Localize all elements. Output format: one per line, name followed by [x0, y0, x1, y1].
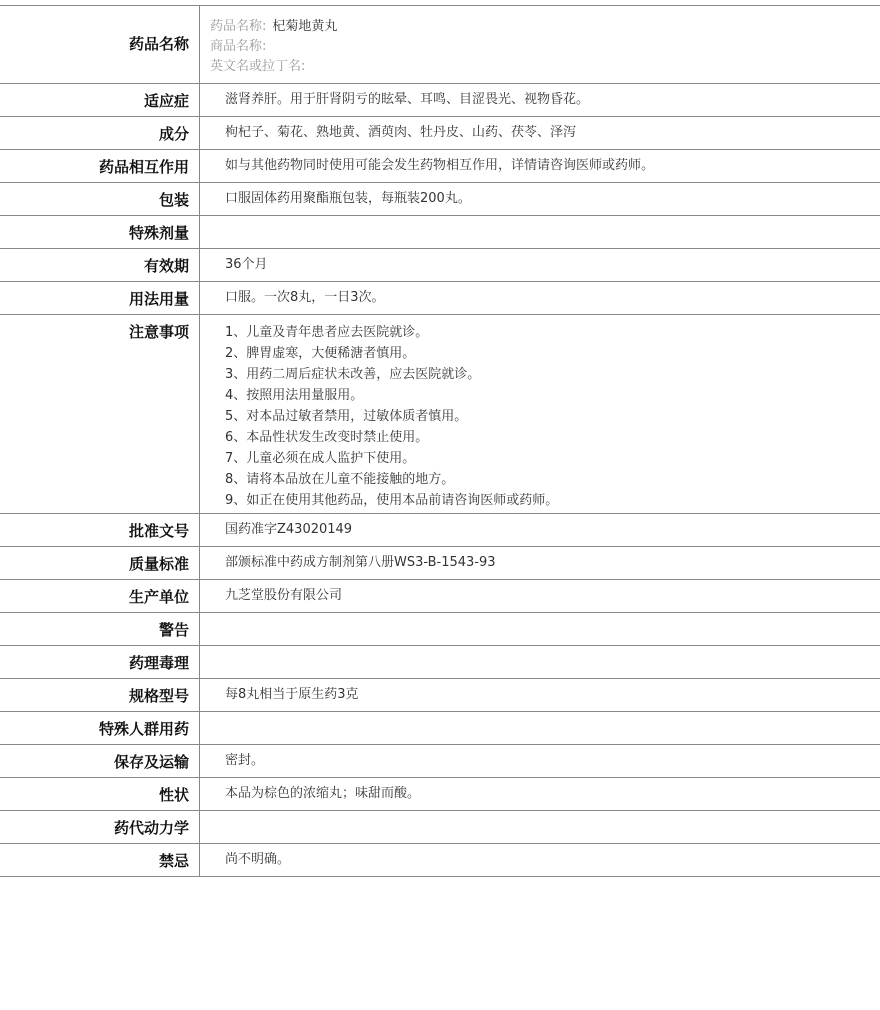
- value-toxicology: [200, 646, 880, 678]
- value-specification: 每8丸相当于原生药3克: [225, 687, 359, 702]
- precaution-item: 8、请将本品放在儿童不能接触的地方。: [225, 472, 455, 487]
- label-approval-number: 批准文号: [0, 514, 200, 546]
- row-shelf-life: [0, 249, 880, 282]
- row-storage: [0, 745, 880, 778]
- precaution-item: 2、脾胃虚寒，大便稀溏者慎用。: [225, 346, 416, 361]
- row-specification: [0, 679, 880, 712]
- label-packaging: 包装: [0, 183, 200, 215]
- row-appearance: [0, 778, 880, 811]
- label-quality-standard: 质量标准: [0, 547, 200, 579]
- value-approval-number: 国药准字Z43020149: [225, 522, 353, 537]
- value-ingredients: 枸杞子、菊花、熟地黄、酒萸肉、牡丹皮、山药、茯苓、泽泻: [225, 125, 577, 140]
- label-contraindications: 禁忌: [0, 844, 200, 876]
- precaution-item: 6、本品性状发生改变时禁止使用。: [225, 430, 429, 445]
- value-shelf-life: 36个月: [225, 257, 268, 272]
- generic-name-value: 杞菊地黄丸: [272, 19, 338, 34]
- label-specification: 规格型号: [0, 679, 200, 711]
- row-special-dosage: [0, 216, 880, 249]
- precaution-item: 9、如正在使用其他药品，使用本品前请咨询医师或药师。: [225, 493, 559, 508]
- label-pharmacokinetics: 药代动力学: [0, 811, 200, 843]
- value-quality-standard: 部颁标准中药成方制剂第八册WS3-B-1543-93: [225, 555, 496, 570]
- value-contraindications: 尚不明确。: [225, 852, 291, 867]
- label-shelf-life: 有效期: [0, 249, 200, 281]
- row-usage: [0, 282, 880, 315]
- label-precautions: 注意事项: [0, 315, 200, 513]
- row-quality-standard: [0, 547, 880, 580]
- row-packaging: [0, 183, 880, 216]
- value-manufacturer: 九芝堂股份有限公司: [225, 588, 343, 603]
- label-indications: 适应症: [0, 84, 200, 116]
- label-interactions: 药品相互作用: [0, 150, 200, 182]
- label-appearance: 性状: [0, 778, 200, 810]
- row-contraindications: [0, 844, 880, 877]
- label-warning: 警告: [0, 613, 200, 645]
- label-storage: 保存及运输: [0, 745, 200, 777]
- label-toxicology: 药理毒理: [0, 646, 200, 678]
- value-storage: 密封。: [225, 753, 265, 768]
- row-interactions: [0, 150, 880, 183]
- row-indications: [0, 84, 880, 117]
- drug-info-table: [0, 5, 880, 877]
- row-manufacturer: [0, 580, 880, 613]
- label-ingredients: 成分: [0, 117, 200, 149]
- label-usage: 用法用量: [0, 282, 200, 314]
- row-pharmacokinetics: [0, 811, 880, 844]
- precautions-list: [225, 322, 880, 511]
- value-packaging: 口服固体药用聚酯瓶包装，每瓶装200丸。: [225, 191, 471, 206]
- precaution-item: 7、儿童必须在成人监护下使用。: [225, 451, 416, 466]
- value-special-dosage: [200, 216, 880, 248]
- row-precautions: [0, 315, 880, 514]
- value-warning: [200, 613, 880, 645]
- row-toxicology: [0, 646, 880, 679]
- english-name-line: [210, 57, 880, 77]
- label-special-dosage: 特殊剂量: [0, 216, 200, 248]
- row-approval-number: [0, 514, 880, 547]
- precaution-item: 3、用药二周后症状未改善，应去医院就诊。: [225, 367, 481, 382]
- row-ingredients: [0, 117, 880, 150]
- row-special-population: [0, 712, 880, 745]
- row-drug-name: [0, 6, 880, 84]
- trade-name-line: [210, 37, 880, 57]
- trade-name-key: 商品名称:: [210, 39, 267, 54]
- generic-name-line: [210, 17, 880, 37]
- value-pharmacokinetics: [200, 811, 880, 843]
- value-usage: 口服。一次8丸，一日3次。: [225, 290, 385, 305]
- precaution-item: 1、儿童及青年患者应去医院就诊。: [225, 325, 429, 340]
- row-warning: [0, 613, 880, 646]
- label-manufacturer: 生产单位: [0, 580, 200, 612]
- value-appearance: 本品为棕色的浓缩丸；味甜而酸。: [225, 786, 421, 801]
- value-drug-name: [200, 6, 880, 83]
- generic-name-key: 药品名称:: [210, 19, 267, 34]
- value-interactions: 如与其他药物同时使用可能会发生药物相互作用，详情请咨询医师或药师。: [225, 158, 655, 173]
- precaution-item: 4、按照用法用量服用。: [225, 388, 364, 403]
- label-drug-name: 药品名称: [0, 6, 200, 83]
- value-precautions: [200, 315, 880, 513]
- label-special-population: 特殊人群用药: [0, 712, 200, 744]
- value-special-population: [200, 712, 880, 744]
- precaution-item: 5、对本品过敏者禁用，过敏体质者慎用。: [225, 409, 468, 424]
- value-indications: 滋肾养肝。用于肝肾阴亏的眩晕、耳鸣、目涩畏光、视物昏花。: [225, 92, 590, 107]
- english-name-key: 英文名或拉丁名:: [210, 59, 306, 74]
